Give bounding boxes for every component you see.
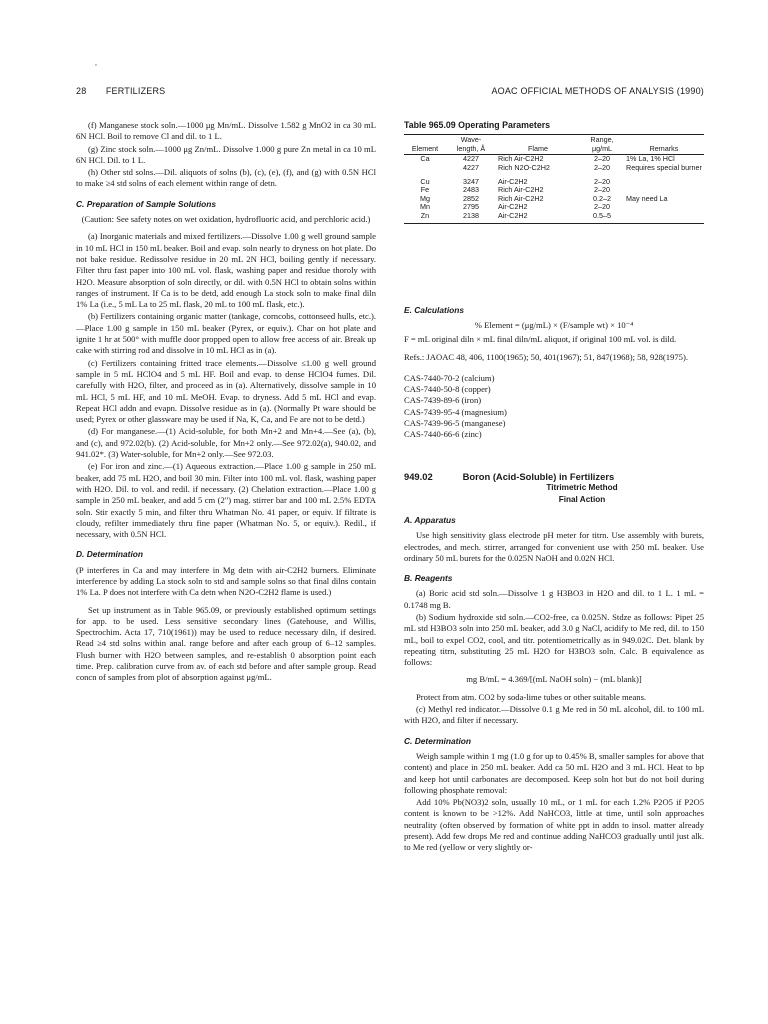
cas-entry: CAS-7439-95-4 (magnesium) (404, 406, 507, 417)
cas-list (404, 373, 704, 441)
section-name: FERTILIZERS (105, 86, 166, 96)
table-row: Ca 4227 Rich Air-C2H2 2–20 1% La, 1% HCl (420, 154, 675, 164)
column-header: Element (411, 143, 439, 153)
operating-parameters-table (404, 134, 704, 223)
method-subtitle: Titrimetric Method (546, 482, 618, 492)
table-row: Fe 2483 Rich Air-C2H2 2–20 (420, 185, 610, 195)
section-heading: E. Calculations (404, 304, 465, 315)
column-header: Remarks (649, 143, 679, 153)
cas-entry: CAS-7440-50-8 (copper) (404, 384, 491, 395)
section-heading: A. Apparatus (404, 514, 456, 525)
table-header-row (404, 135, 704, 155)
column-header: Wave- length, Å (456, 135, 486, 153)
table-title: Table 965.09 Operating Parameters (404, 120, 551, 130)
table-row: Mg 2852 Rich Air-C2H2 0.2–2 May need La (420, 193, 668, 203)
cas-entry: CAS-7439-89-6 (iron) (404, 395, 482, 406)
paragraph: (b) Fertilizers containing organic matter (tankage, corncobs, cottonseed hulls, etc.).—Place 1.00 g sample in 150 mL beaker (Pyrex, or equiv.). Char on hot plate and ignite 1 hr at 500° with muffle door propped open to allow free access of air. Break up cake with stirring rod and dissolve in 10 mL HCl as in (a). (76, 311, 376, 356)
equivalence-equation: mg B/mL = 4.369/[(mL NaOH soln) − (mL blank)] (466, 674, 642, 685)
cas-entry: CAS-7440-66-6 (zinc) (404, 429, 482, 440)
table-row: Mn 2795 Air-C2H2 2–20 (420, 202, 610, 212)
caution-note: (Caution: See safety notes on wet oxidation, hydrofluoric acid, and perchloric acid.) (81, 214, 371, 225)
method-status: Final Action (558, 494, 606, 504)
running-header-left (76, 86, 165, 96)
interference-note: (P interferes in Ca and may interfere in Mg detn with air-C2H2 burners. Eliminate interference by adding La stock soln to std and sample solns so that final dilns contain 1% La. P does not interfere with Ca detn when N2O-C2H2 flame is used.) (76, 564, 376, 598)
paragraph: (a) Inorganic materials and mixed fertilizers.—Dissolve 1.00 g well ground sample in 10 mL HCl in 150 mL beaker. Boil and evap. soln nearly to dryness on hot plate. Do not bake residue. Redissolve residue in 20 mL 2N HCl, boiling gently if necessary. Filter thru fast paper into 100 mL vol. flask, washing paper and residue thoroly with H2O. Measure absorption of soln directly, or dil. with 0.5N HCl to obtain solns within ranges of instrument. If Ca is to be detd, add enough La stock soln to make final diln 1% La (i.e., 5 mL La to 25 mL flask, 20 mL to 100 mL flask, etc.). (76, 231, 376, 310)
paragraph: Use high sensitivity glass electrode pH meter for titrn. Use assembly with burets, electrodes, and mech. stirrer, arranged for convenient use with 250 mL beaker. Use ordinary 50 mL burets for the 0.025N NaOH and 0.02N HCl. (404, 530, 704, 563)
calculation-equation: % Element = (μg/mL) × (F/sample wt) × 10⁻⁴ (474, 319, 634, 330)
paragraph: (e) For iron and zinc.—(1) Aqueous extraction.—Place 1.00 g sample in 250 mL beaker, add 75 mL H2O, and boil 30 min. Filter into 100 mL vol. flask, washing paper with H2O. Dil. to vol. and redil. if necessary. (2) Chelation extraction.—Place 1.00 g sample in 250 mL beaker, and add 5 cm (2") mag. stirrer bar and 100 mL 2.5% EDTA soln. Stir exactly 5 min, and filter thru Whatman No. 41 paper, or equiv. If filtrate is cloudy, refilter immediately thru fine paper (Whatman No. 5, or equiv.). Redil., if necessary, with 0.5N HCl. (76, 461, 376, 540)
cas-entry: CAS-7439-96-5 (manganese) (404, 418, 506, 429)
table-row: Zn 2138 Air-C2H2 0.5–5 (420, 211, 611, 221)
left-column (76, 120, 376, 685)
paragraph: (c) Fertilizers containing fritted trace elements.—Dissolve ≤1.00 g well ground sample in 5 mL HClO4 and 5 mL HF. Boil and evap. to dense HClO4 fumes. Dil. carefully with H2O, filter, and proceed as in (a). Alternatively, dissolve sample in 10 mL HCl, 5 mL HF, and 10 mL MeOH. Evap. to dryness. Add 5 mL HCl and evap. Repeat HCl addn and evapn. Dissolve residue as in (a). (Normally Pt ware should be used; Pyrex or other glassware may be used if Na, K, Ca, and Fe are not to be detd.) (76, 357, 376, 425)
section-heading: C. Determination (404, 735, 472, 746)
paragraph: (a) Boric acid std soln.—Dissolve 1 g H3BO3 in H2O and dil. to 1 L. 1 mL = 0.1748 mg B. (404, 588, 704, 610)
journal-title: AOAC OFFICIAL METHODS OF ANALYSIS (1990) (491, 86, 704, 96)
table-row: Cu 3247 Air-C2H2 2–20 (420, 176, 610, 186)
cas-entry: CAS-7440-70-2 (calcium) (404, 372, 495, 383)
paragraph: Add 10% Pb(NO3)2 soln, usually 10 mL, or 1 mL for each 1.2% P2O5 if P2O5 content is known to be >12%. Add NaHCO3, little at time, until soln approaches neutrality (often observed by formation of white ppt in addn to insol. matter already present). Add few drops Me red and continue adding NaHCO3 gradually until just alk. to Me red (yellow or very slightly or- (404, 797, 704, 853)
page-mark: , (95, 58, 97, 67)
paragraph: Protect from atm. CO2 by soda-lime tubes or other suitable means. (416, 691, 647, 702)
paragraph: (d) For manganese.—(1) Acid-soluble, for both Mn+2 and Mn+4.—See (a), (b), and (c), and 972.02(b). (2) Acid-soluble, for Mn+2 only.—See 972.02(a), 940.02, and 941.02*. (3) Water-soluble, for Mn+2 only.—See 972.03. (76, 426, 376, 460)
paragraph: (h) Other std solns.—Dil. aliquots of solns (b), (c), (e), (f), and (g) with 0.5N HCl to make ≥4 std solns of each element within range of detn. (76, 167, 376, 189)
method-title: Boron (Acid-Soluble) in Fertilizers (462, 470, 615, 482)
section-heading: B. Reagents (404, 573, 453, 584)
paragraph: Weigh sample within 1 mg (1.0 g for up to 0.45% B, smaller samples for above that content) and place in 250 mL beaker. Add ca 50 mL H2O and 3 mL HCl. Heat to bp and keep hot until carbonates are decomposed. Keep soln hot but do not boil during following phosphate removal: (404, 750, 704, 795)
paragraph: F = mL original diln × mL final diln/mL aliquot, if original 100 mL vol. is dild. (404, 334, 677, 345)
column-header: Range, μg/mL (590, 135, 614, 153)
table-row: 4227 Rich N2O-C2H2 2–20 Requires special burner (463, 163, 702, 173)
paragraph: Set up instrument as in Table 965.09, or previously established optimum settings for app. to be used. Less sensitive secondary lines (Gatehouse, and Willis, Spectrochim. Acta 17, 710(1961)) may be used to reduce necessary diln, if desired. Read ≥4 std solns within anal. range before and after each group of 6–12 samples. Flush burner with H2O between samples, and re-establish 0 absorption point each time. Prep. calibration curve from av. of each std before and after sample group. Read concn of samples from plot of absorption against μg/mL. (76, 604, 376, 683)
paragraph: (b) Sodium hydroxide std soln.—CO2-free, ca 0.025N. Stdze as follows: Pipet 25 mL std H3BO3 soln into 250 mL beaker, add 3.0 g NaCl, acidify to Me red, dil. to 150 mL, boil to expel CO2, cool, and titr. potentiometrically as in 949.02C. Det. blank by repeating titrn, substituting 25 mL H2O for H3BO3 soln. Calc. B equivalence as follows: (404, 611, 704, 668)
running-header-right (491, 86, 704, 96)
method-heading (404, 471, 704, 482)
paragraph: (c) Methyl red indicator.—Dissolve 0.1 g Me red in 50 mL alcohol, dil. to 100 mL with H2O, and filter if necessary. (404, 704, 704, 726)
column-header: Flame (528, 143, 548, 153)
paragraph: (f) Manganese stock soln.—1000 μg Mn/mL. Dissolve 1.582 g MnO2 in ca 30 mL 6N HCl. Boil to remove Cl and dil. to 1 L. (76, 120, 376, 142)
section-heading: C. Preparation of Sample Solutions (76, 198, 217, 209)
method-number: 949.02 (404, 470, 433, 482)
page-number: 28 (76, 86, 87, 96)
references: Refs.: JAOAC 48, 406, 1100(1965); 50, 401(1967); 51, 847(1968); 58, 928(1975). (404, 351, 688, 362)
paragraph: (g) Zinc stock soln.—1000 μg Zn/mL. Dissolve 1.000 g pure Zn metal in ca 10 mL 6N HCl. Dil. to 1 L. (76, 143, 376, 165)
right-column (404, 120, 704, 855)
section-heading: D. Determination (76, 549, 144, 560)
